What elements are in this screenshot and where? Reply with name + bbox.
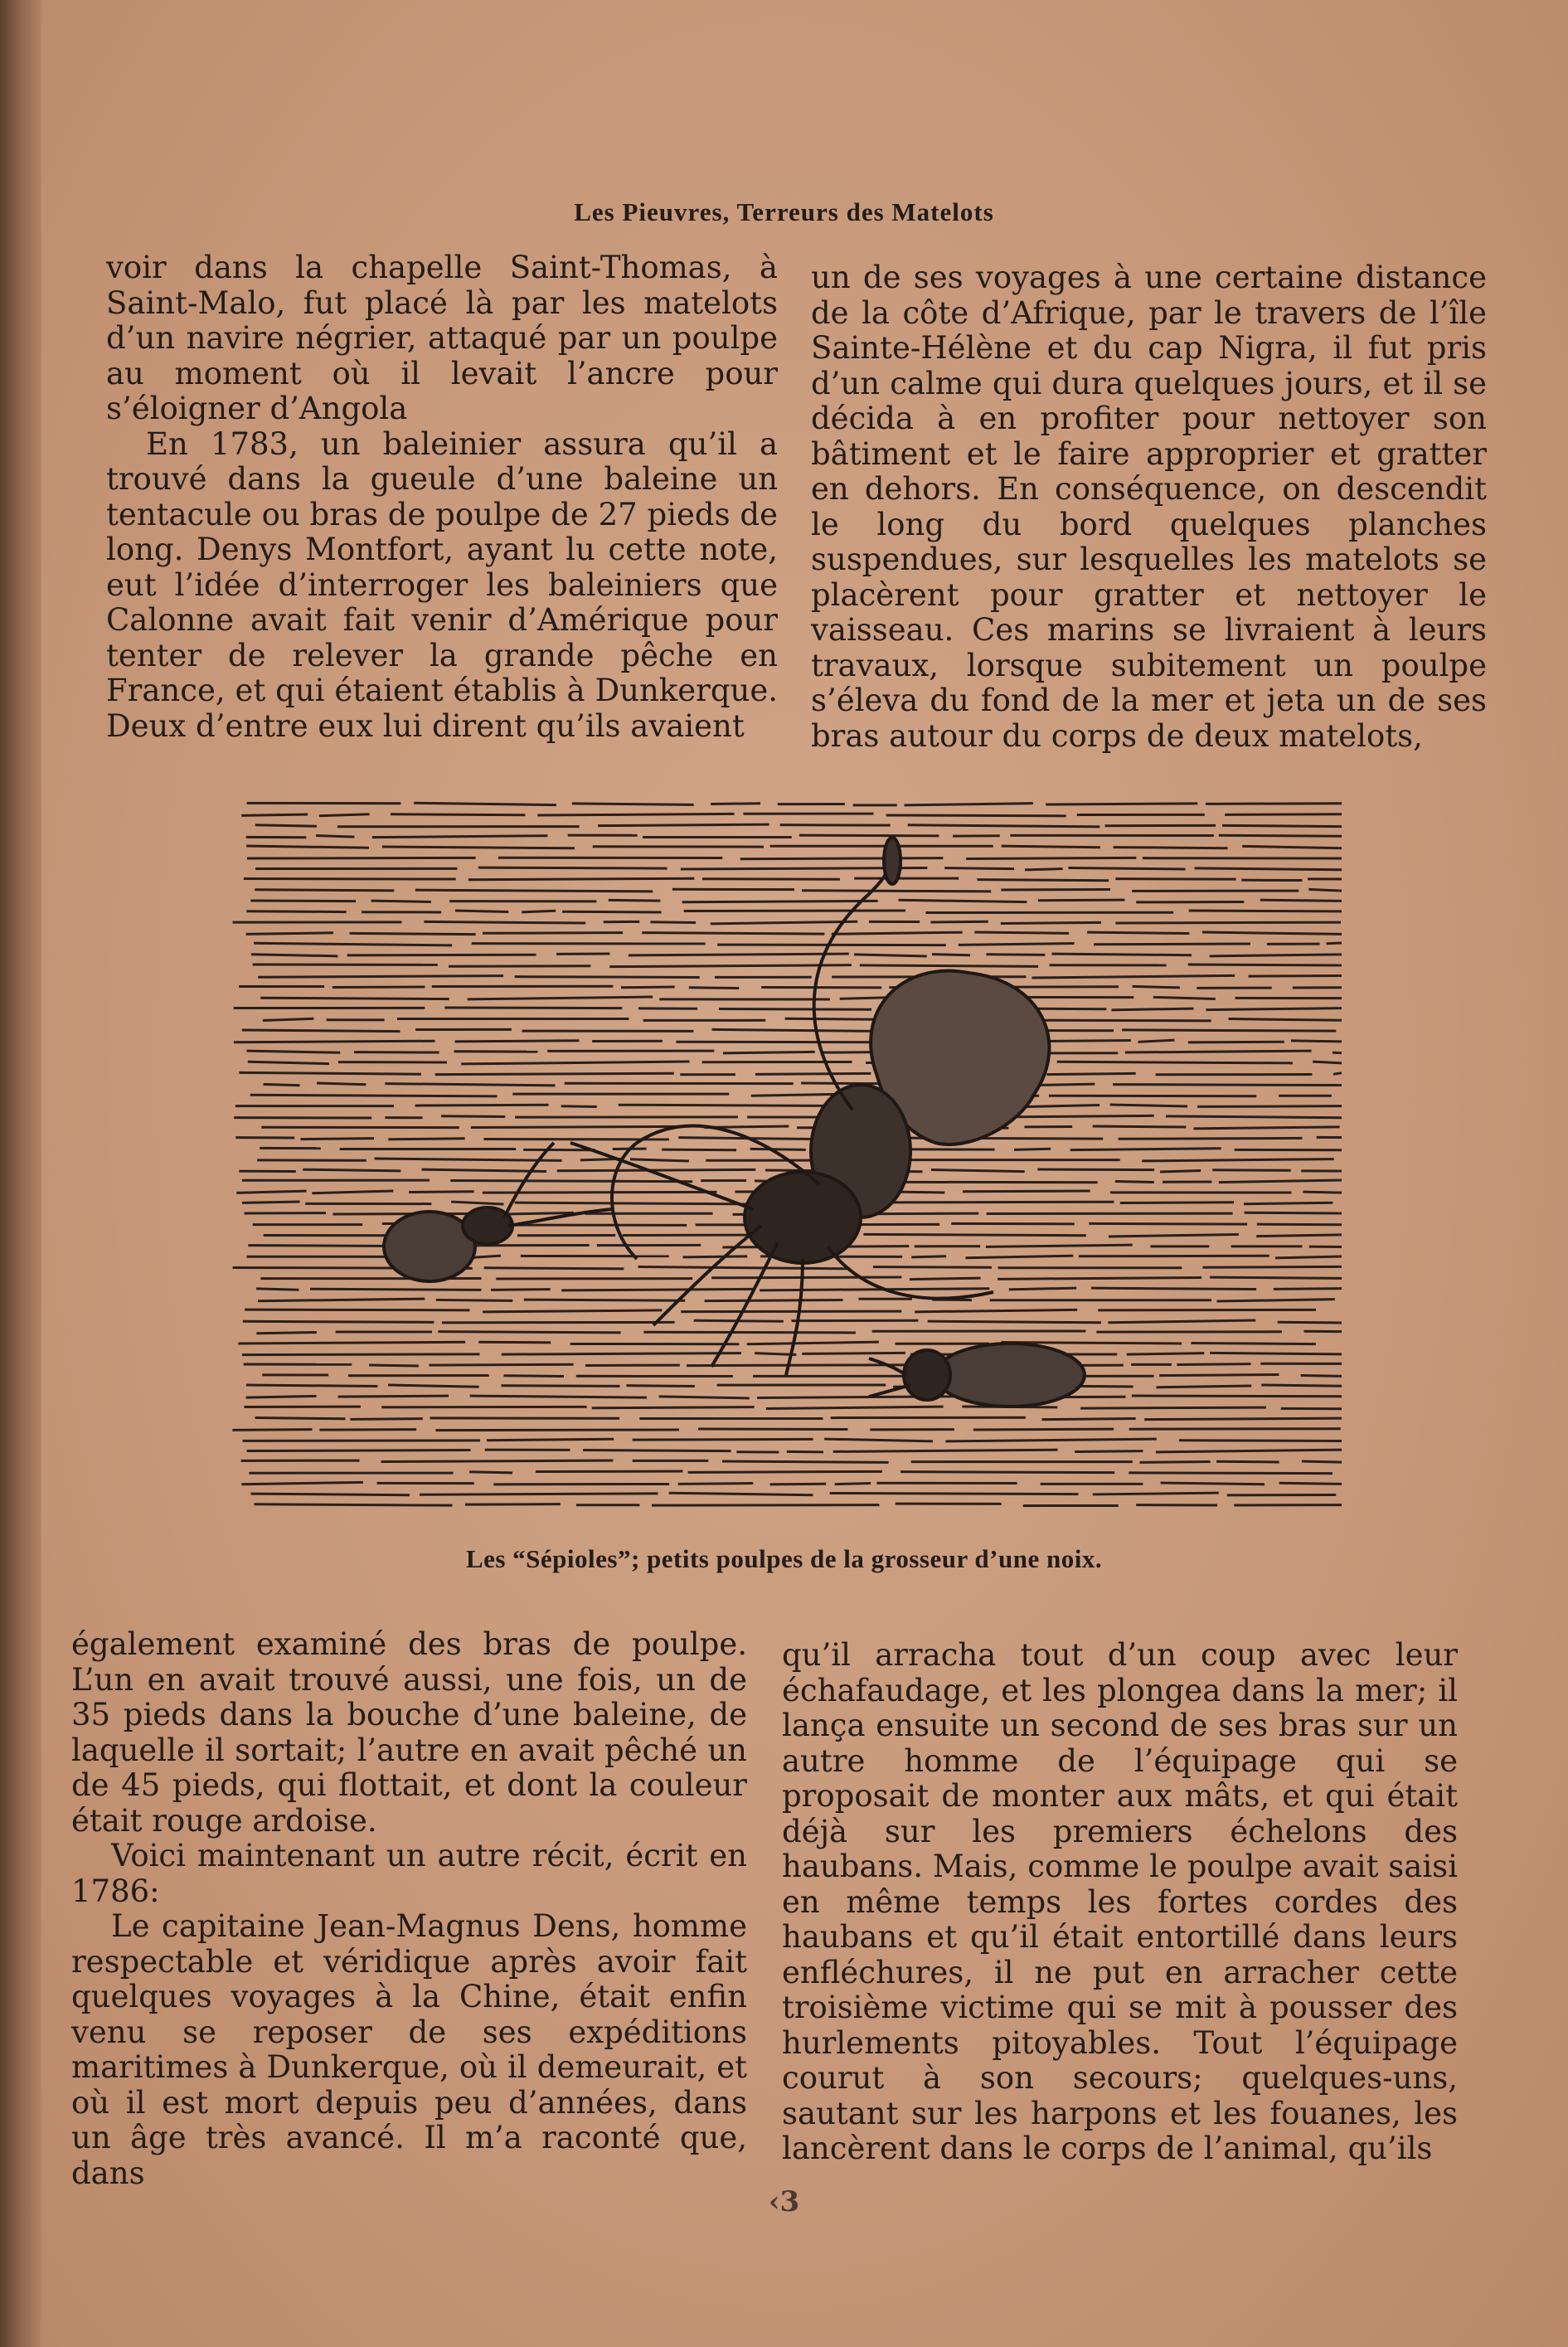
hatch-line	[1133, 986, 1180, 988]
hatch-line	[1225, 814, 1342, 815]
hatch-line	[241, 814, 308, 815]
hatch-line	[409, 1192, 474, 1193]
hatch-line	[562, 911, 661, 912]
hatch-line	[802, 891, 991, 892]
hatch-line	[375, 1159, 562, 1160]
hatch-line	[260, 998, 449, 999]
hatch-line	[722, 1461, 889, 1462]
hatch-line	[1109, 1234, 1239, 1237]
hatch-line	[1089, 1223, 1247, 1224]
hatch-line	[609, 965, 852, 967]
hatch-line	[385, 1084, 555, 1086]
hatch-line	[1129, 1429, 1341, 1430]
paragraph: un de ses voyages à une certaine distance de la côte d’Afrique, par le travers de l’île Sainte-Hélène et du cap Nigra, il fut pris d’un calme qui dura quelques jours, et il se décida à en profiter pour nettoyer son bâtiment et le faire approprier et gratter en dehors. En conséquence, on descendit le long du bord quelques planches suspendues, sur lesquelles les matelots se placèrent pour gratter et nettoyer le vaisseau. Ces marins se livraient à leurs travaux, lorsque subitement un poulpe s’éleva du fond de la mer et jeta un de ses bras autour du corps de deux matelots,	[811, 260, 1487, 754]
hatch-line	[451, 1202, 503, 1204]
paragraph: également examiné des bras de poulpe. L’un en avait trouvé aussi, une fois, un de 35 pieds dans la bouche d’une baleine, de laquelle il sortait; l’autre en avait pêché un de 45 pieds, qui flottait, et dont la couleur était rouge ardoise.	[71, 1626, 747, 1839]
hatch-line	[908, 825, 1100, 827]
hatch-line	[711, 1277, 901, 1278]
column-top-left	[106, 250, 778, 744]
hatch-line	[780, 825, 891, 826]
hatch-line	[755, 1073, 871, 1074]
hatch-line	[1219, 1180, 1342, 1183]
hatch-line	[438, 1332, 620, 1333]
hatch-line	[683, 1256, 748, 1257]
paragraph: Voici maintenant un autre récit, écrit en 1786:	[71, 1838, 747, 1909]
hatch-line	[642, 933, 824, 935]
hatch-line	[1091, 1288, 1256, 1289]
hatch-line	[1093, 1493, 1219, 1494]
hatch-line	[455, 1041, 580, 1042]
hatch-line	[1301, 1375, 1342, 1376]
hatch-line	[1159, 1374, 1279, 1375]
hatch-line	[1051, 954, 1192, 955]
hatch-line	[1303, 1192, 1342, 1193]
hatch-line	[1094, 944, 1250, 945]
hatch-line	[1110, 1105, 1187, 1106]
hatch-line	[910, 1278, 981, 1279]
hatch-line	[303, 1169, 400, 1171]
hatch-line	[1279, 1483, 1342, 1484]
hatch-line	[422, 1169, 546, 1171]
hatch-line	[1041, 1419, 1135, 1420]
hatch-line	[824, 1439, 933, 1441]
hatch-line	[860, 965, 1038, 967]
hatch-line	[1153, 997, 1216, 999]
hatch-line	[381, 1460, 614, 1462]
hatch-line	[747, 1342, 879, 1344]
hatch-line	[435, 1073, 674, 1074]
hatch-line	[1038, 900, 1124, 901]
hatch-line	[1257, 1224, 1342, 1225]
paragraph: qu’il arracha tout d’un coup avec leur échafaudage, et les plongea dans la mer; il lança ensuite un second de ses bras sur un autre homme de l’équipage qui se proposait de monter aux mâts, et qui était déjà sur les premiers échelons des haubans. Mais, comme le poulpe avait saisi en même temps les fortes cordes des haubans et qu’il était entortillé dans leurs enfléchures, il ne put en arracher cette troisième victime qui se mit à pousser des hurlements pitoyables. Tout l’équipage courut à son secours; quelques-uns, sautant sur les harpons et les fouanes, les lancèrent dans le corps de l’animal, qu’ils	[782, 1637, 1458, 2166]
hatch-line	[469, 1472, 512, 1473]
hatch-line	[468, 997, 653, 999]
hatch-line	[1161, 1483, 1265, 1484]
hatch-line	[239, 1072, 421, 1074]
hatch-line	[863, 1234, 1085, 1235]
hatch-line	[241, 1482, 363, 1484]
hatch-line	[1260, 900, 1342, 901]
hatch-line	[626, 1386, 694, 1387]
hatch-line	[1111, 1008, 1193, 1010]
hatch-line	[592, 1407, 755, 1408]
hatch-line	[254, 943, 452, 945]
hatch-line	[468, 878, 694, 879]
hatch-line	[484, 1268, 624, 1269]
hatch-line	[973, 1429, 1114, 1430]
hatch-line	[1070, 1149, 1221, 1150]
hatch-line	[719, 1009, 871, 1010]
hatch-line	[429, 1364, 573, 1365]
hatch-line	[1009, 1288, 1076, 1290]
hatch-line	[470, 1396, 647, 1397]
hatch-line	[830, 1493, 1079, 1494]
running-header: Les Pieuvres, Terreurs des Matelots	[574, 197, 994, 226]
hatch-line	[246, 1385, 378, 1386]
hatch-line	[255, 825, 317, 826]
paragraph: Le capitaine Jean-Magnus Dens, homme respectable et véridique après avoir fait quelques voyages à la Chine, était enfin venu se reposer de ses expéditions maritimes à Dunkerque, où il demeurait, et où il est mort depuis peu d’années, dans un âge très avancé. Il m’a raconté que, dans	[71, 1908, 747, 2191]
hatch-line	[242, 1202, 300, 1203]
hatch-line	[1177, 1364, 1250, 1365]
hatch-line	[799, 835, 939, 836]
hatch-line	[1202, 932, 1342, 934]
hatch-line	[886, 815, 1066, 816]
hatch-line	[483, 1310, 662, 1312]
hatch-line	[650, 922, 696, 923]
hatch-line	[1291, 1041, 1342, 1042]
hatch-line	[258, 1299, 425, 1301]
hatch-line	[1115, 1181, 1154, 1182]
hatch-line	[766, 1407, 944, 1408]
hatch-line	[1222, 825, 1342, 826]
hatch-line	[1080, 1407, 1266, 1408]
hatch-line	[1075, 1451, 1143, 1452]
hatch-line	[246, 846, 369, 848]
hatch-line	[1157, 1386, 1252, 1387]
hatch-line	[1216, 1300, 1334, 1301]
hatch-line	[965, 1256, 1073, 1258]
hatch-line	[1002, 846, 1100, 848]
hatch-line	[833, 1450, 1058, 1451]
hatch-line	[944, 868, 1014, 869]
hatch-line	[251, 955, 337, 956]
hatch-line	[1210, 1277, 1342, 1278]
hatch-line	[258, 976, 503, 978]
hatch-line	[502, 1353, 741, 1355]
hatch-line	[256, 1289, 299, 1290]
hatch-line	[250, 1095, 498, 1096]
hatch-line	[1275, 1256, 1342, 1258]
hatch-line	[1212, 1170, 1290, 1171]
hatch-line	[711, 921, 857, 924]
hatch-line	[337, 1396, 449, 1397]
hatch-line	[609, 900, 661, 901]
hatch-line	[873, 1267, 992, 1268]
hatch-line	[1327, 943, 1342, 944]
hatch-line	[515, 977, 700, 978]
hatch-line	[537, 814, 734, 815]
hatch-line	[1144, 1418, 1342, 1419]
hatch-line	[1115, 879, 1235, 880]
hatch-line	[246, 1396, 317, 1397]
hatch-line	[247, 1450, 471, 1451]
column-bottom-right	[782, 1638, 1458, 2167]
hatch-line	[1197, 1106, 1342, 1107]
hatch-line	[698, 1429, 847, 1430]
hatch-line	[835, 1483, 871, 1484]
hatch-line	[1132, 1396, 1342, 1397]
hatch-line	[723, 1052, 815, 1053]
hatch-line	[441, 1116, 505, 1117]
hatch-line	[1139, 1462, 1210, 1463]
hatch-line	[1037, 1169, 1154, 1170]
column-top-right	[811, 260, 1487, 754]
hatch-line	[681, 1311, 901, 1312]
hatch-line	[478, 1342, 551, 1343]
hatch-line	[974, 932, 1069, 933]
column-bottom-left	[71, 1627, 747, 2191]
hatch-line	[414, 803, 556, 804]
hatch-line	[1160, 1171, 1201, 1172]
hatch-line	[901, 1472, 1114, 1473]
hatch-line	[312, 1191, 393, 1193]
hatch-line	[478, 867, 667, 868]
hatch-line	[832, 932, 963, 934]
hatch-line	[255, 890, 394, 891]
hatch-line	[317, 1083, 366, 1085]
hatch-line	[998, 1277, 1201, 1279]
hatch-line	[243, 1321, 434, 1322]
hatch-line	[904, 804, 1032, 805]
hatch-line	[483, 933, 623, 934]
hatch-line	[1242, 846, 1342, 848]
hatch-line	[643, 1332, 856, 1333]
hatch-line	[263, 1018, 314, 1020]
hatch-line	[247, 1051, 341, 1052]
hatch-line	[232, 1430, 312, 1431]
hatch-line	[234, 1041, 435, 1042]
hatch-line	[1216, 1461, 1279, 1462]
hatch-line	[928, 1321, 1101, 1323]
hatch-line	[1127, 1353, 1205, 1354]
hatch-line	[740, 858, 944, 859]
hatch-line	[1129, 1473, 1333, 1474]
hatch-line	[1333, 1073, 1342, 1075]
hatch-line	[945, 1439, 1156, 1441]
hatch-line	[760, 1289, 989, 1290]
hatch-line	[630, 1159, 689, 1161]
hatch-line	[1113, 1085, 1342, 1086]
hatch-line	[1068, 868, 1185, 869]
hatch-line	[1210, 955, 1342, 956]
hatch-line	[1202, 1266, 1342, 1267]
hatch-line	[264, 1084, 300, 1085]
hatch-line	[840, 998, 886, 999]
hatch-line	[450, 1180, 692, 1181]
engraving	[222, 794, 1350, 1516]
hatch-line	[891, 1202, 1114, 1203]
hatch-line	[471, 1126, 683, 1127]
hatch-line	[1278, 1322, 1342, 1323]
hatch-line	[561, 1289, 753, 1290]
hatch-line	[1308, 889, 1342, 891]
hatch-line	[349, 933, 475, 934]
hatch-line	[629, 954, 849, 955]
hatch-line	[751, 1094, 837, 1096]
hatch-line	[1046, 1073, 1135, 1074]
hatch-line	[350, 1419, 422, 1420]
hatch-line	[310, 1289, 481, 1290]
hatch-line	[1087, 932, 1189, 933]
hatch-line	[662, 1149, 736, 1150]
hatch-line	[1142, 1159, 1333, 1161]
hatch-line	[487, 1439, 614, 1440]
hatch-line	[930, 921, 988, 922]
small-squid-left	[384, 1143, 612, 1281]
hatch-line	[435, 1430, 679, 1431]
hatch-line	[1274, 1289, 1342, 1290]
hatch-line	[1195, 868, 1342, 870]
hatch-line	[1313, 1062, 1342, 1063]
hatch-line	[931, 1169, 1025, 1171]
hatch-line	[1302, 1461, 1342, 1462]
hatch-line	[319, 814, 370, 816]
hatch-line	[986, 1245, 1133, 1246]
hatch-line	[255, 1504, 453, 1505]
paragraph: voir dans la chapelle Saint-Thomas, à Saint-Malo, fut placé là par les matelots d’un navire négrier, attaqué par un poulpe au moment où il levait l’ancre pour s’éloigner d’Angola	[106, 250, 778, 426]
hatch-line	[1125, 1051, 1312, 1052]
hatch-line	[689, 988, 739, 989]
hatch-line	[248, 1062, 329, 1063]
hatch-line	[899, 900, 1027, 901]
hatch-line	[1206, 1008, 1342, 1010]
hatch-line	[388, 1385, 479, 1387]
hatch-line	[1261, 1385, 1342, 1386]
hatch-line	[515, 1203, 749, 1204]
hatch-line	[536, 1471, 682, 1472]
hatch-line	[712, 1029, 895, 1031]
hatch-line	[1166, 1116, 1342, 1118]
hatch-line	[621, 987, 675, 988]
hatch-line	[1032, 975, 1235, 978]
hatch-line	[255, 1418, 346, 1419]
hatch-line	[1001, 922, 1101, 923]
hatch-line	[1115, 922, 1341, 923]
hatch-line	[977, 880, 1109, 881]
hatch-line	[236, 1191, 306, 1193]
hatch-line	[1194, 1127, 1340, 1129]
hatch-line	[369, 1365, 419, 1366]
hatch-line	[256, 1333, 317, 1334]
hatch-line	[1122, 1030, 1336, 1031]
hatch-line	[372, 836, 548, 838]
hatch-line	[242, 1030, 400, 1032]
hatch-line	[633, 1439, 813, 1440]
hatch-line	[1245, 1212, 1342, 1213]
hatch-line	[911, 1256, 946, 1257]
page-gutter	[0, 0, 41, 2347]
hatch-line	[1119, 1138, 1303, 1139]
hatch-line	[561, 1106, 597, 1107]
hatch-line	[501, 1386, 619, 1387]
page-number: ‹3	[768, 2185, 800, 2218]
hatch-line	[557, 1169, 756, 1170]
hatch-line	[449, 966, 590, 967]
hatch-line	[1248, 975, 1342, 976]
hatch-line	[246, 933, 333, 935]
hatch-line	[424, 921, 585, 923]
hatch-line	[246, 911, 346, 912]
hatch-line	[391, 814, 525, 815]
hatch-line	[461, 1062, 689, 1064]
hatch-line	[415, 890, 653, 892]
hatch-line	[598, 824, 769, 826]
hatch-line	[669, 1493, 813, 1495]
hatch-line	[238, 1342, 465, 1344]
hatch-line	[638, 1266, 851, 1268]
hatch-line	[522, 911, 556, 912]
hatch-line	[1229, 1019, 1342, 1021]
hatch-line	[251, 1494, 410, 1495]
hatch-line	[1219, 835, 1342, 836]
hatch-line	[963, 1191, 1090, 1192]
figure-caption: Les “Sépioles”; petits poulpes de la grosseur d’une noix.	[465, 1544, 1103, 1573]
hatch-line	[854, 955, 926, 956]
hatch-line	[1057, 1062, 1293, 1063]
paragraph: En 1783, un baleinier assura qu’il a trouvé dans la gueule d’une baleine un tentacule ou bras de poulpe de 27 pieds de long. Denys Montfort, ayant lu cette note, eut l’idée d’interroger les baleiniers que Calonne avait fait venir d’Amérique pour tenter de relever la grande pêche en France, et qui étaient établis à Dunkerque. Deux d’entre eux lui dirent qu’ils avaient	[106, 425, 778, 744]
hatch-line	[583, 1450, 731, 1451]
hatch-line	[242, 1354, 480, 1355]
sepioles-illustration	[222, 794, 1350, 1516]
hatch-line	[1093, 1126, 1187, 1127]
hatch-line	[1256, 1235, 1342, 1237]
hatch-line	[688, 1471, 882, 1472]
hatch-line	[503, 1376, 563, 1377]
hatch-line	[1333, 1052, 1342, 1053]
hatch-line	[915, 1310, 1077, 1311]
hatch-line	[959, 944, 1075, 945]
hatch-line	[659, 1397, 750, 1398]
hatch-line	[316, 835, 354, 837]
hatch-line	[1138, 1040, 1175, 1042]
hatch-line	[1108, 1320, 1255, 1323]
hatch-line	[382, 847, 575, 848]
hatch-line	[1025, 869, 1063, 870]
hatch-line	[1156, 1450, 1342, 1452]
